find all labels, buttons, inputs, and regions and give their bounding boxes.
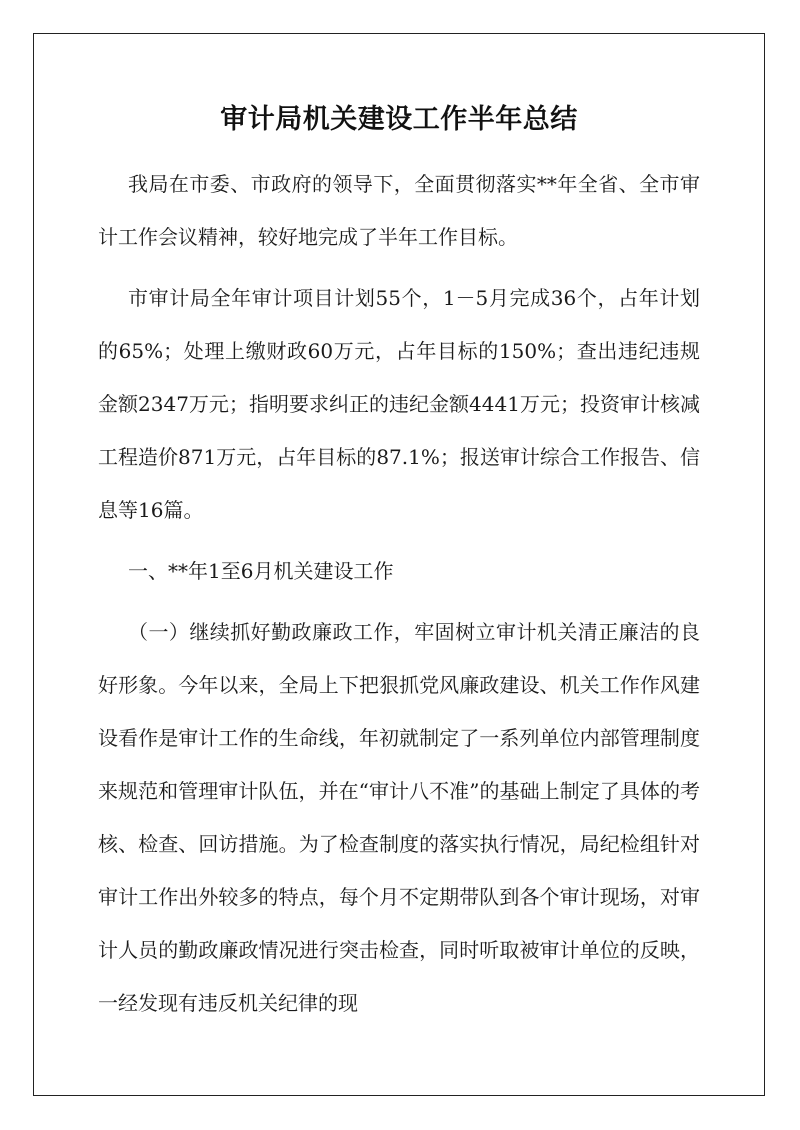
paragraph-integrity-work: （一）继续抓好勤政廉政工作，牢固树立审计机关清正廉洁的良好形象。今年以来，全局上下把狠抓党风廉政建设、机关工作作风建设看作是审计工作的生命线，年初就制定了一系列单位内部管理制度来规范和管理审计队伍，并在“审计八不准”的基础上制定了具体的考核、检查、回访措施。为了检查制度的落实执行情况，局纪检组针对审计工作出外较多的特点，每个月不定期带队到各个审计现场，对审计人员的勤政廉政情况进行突击检查，同时听取被审计单位的反映，一经发现有违反机关纪律的现: [98, 620, 700, 1015]
section-heading: 一、**年1至6月机关建设工作: [128, 559, 394, 583]
paragraph-intro: 我局在市委、市政府的领导下，全面贯彻落实**年全省、全市审计工作会议精神，较好地完成了半年工作目标。: [98, 172, 700, 249]
document-body: [98, 90, 700, 1030]
paragraph-statistics: 市审计局全年审计项目计划55个，1－5月完成36个，占年计划的65%；处理上缴财政60万元，占年目标的150%；查出违纪违规金额2347万元；指明要求纠正的违纪金额4441万元；投资审计核减工程造价871万元，占年目标的87.1%；报送审计综合工作报告、信息等16篇。: [98, 286, 700, 522]
document-title: 审计局机关建设工作半年总结: [220, 104, 578, 135]
